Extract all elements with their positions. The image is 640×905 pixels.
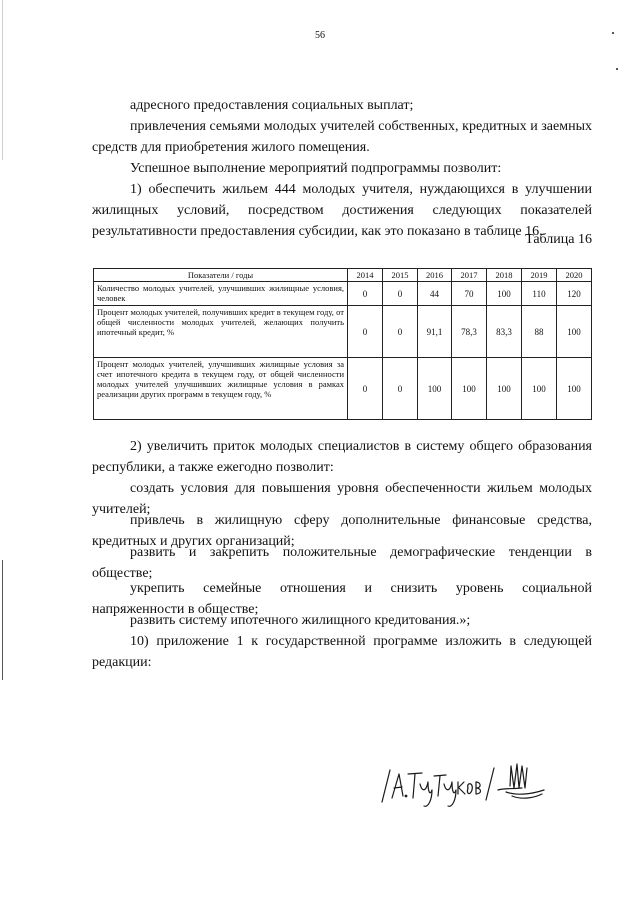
header-cell-year: 2020 xyxy=(557,269,592,282)
paragraph-appendix-amendment: 10) приложение 1 к государственной программе изложить в следующей редакции: xyxy=(92,634,592,670)
table-header-row xyxy=(94,269,592,282)
value-cell: 100 xyxy=(557,306,592,358)
value-cell: 0 xyxy=(383,306,418,358)
page-number: 56 xyxy=(315,30,325,41)
value-cell: 110 xyxy=(522,282,557,306)
value-cell: 0 xyxy=(348,282,383,306)
indicator-cell: Процент молодых учителей, улучшивших жилищные условия за счет ипотечного кредита в текущем году, от общей численности молодых учителей улучшивших жилищные условия в рамках реализации других программ в текущем году, % xyxy=(94,358,348,420)
header-cell-year: 2014 xyxy=(348,269,383,282)
table-row xyxy=(94,306,592,358)
value-cell: 100 xyxy=(557,358,592,420)
value-cell: 0 xyxy=(383,358,418,420)
paragraph-social-payments: адресного предоставления социальных выплат; xyxy=(130,98,414,113)
scan-speck xyxy=(612,32,614,34)
indicator-cell: Количество молодых учителей, улучшивших жилищные условия, человек xyxy=(94,282,348,306)
value-cell: 120 xyxy=(557,282,592,306)
scan-edge-line xyxy=(2,0,3,160)
value-cell: 100 xyxy=(418,358,452,420)
value-cell: 83,3 xyxy=(487,306,522,358)
scan-speck xyxy=(616,68,618,70)
value-cell: 100 xyxy=(487,282,522,306)
value-cell: 78,3 xyxy=(452,306,487,358)
indicators-table xyxy=(93,268,592,420)
table-row xyxy=(94,358,592,420)
paragraph-provide-housing: 1) обеспечить жильем 444 молодых учителя, нуждающихся в улучшении жилищных условий, посредством достижения следующих показателей результативности предоставления субсидии, как это показано в таблице 16. xyxy=(92,182,592,239)
value-cell: 0 xyxy=(348,358,383,420)
paragraph-successful-implementation: Успешное выполнение мероприятий подпрограммы позволит: xyxy=(130,161,502,176)
header-cell-indicators: Показатели / годы xyxy=(94,269,348,282)
value-cell: 44 xyxy=(418,282,452,306)
header-cell-year: 2015 xyxy=(383,269,418,282)
header-cell-year: 2019 xyxy=(522,269,557,282)
header-cell-year: 2017 xyxy=(452,269,487,282)
value-cell: 100 xyxy=(522,358,557,420)
paragraph-family-relations: укрепить семейные отношения и снизить уровень социальной напряженности в обществе; xyxy=(92,581,592,617)
table-row xyxy=(94,282,592,306)
value-cell: 0 xyxy=(383,282,418,306)
indicator-cell: Процент молодых учителей, получивших кредит в текущем году, от общей численности молодых учителей, желающих получить ипотечный кредит, % xyxy=(94,306,348,358)
value-cell: 100 xyxy=(487,358,522,420)
paragraph-demographic-trends: развить и закрепить положительные демографические тенденции в обществе; xyxy=(92,545,592,581)
scan-edge-line xyxy=(2,560,3,680)
paragraph-attract-specialists: 2) увеличить приток молодых специалистов в систему общего образования республики, а также ежегодно позволит: xyxy=(92,439,592,475)
paragraph-mortgage-system: развить систему ипотечного жилищного кредитования.»; xyxy=(130,613,471,628)
header-cell-year: 2018 xyxy=(487,269,522,282)
paragraph-attracting-funds: привлечения семьями молодых учителей собственных, кредитных и заемных средств для приобретения жилого помещения. xyxy=(92,119,592,155)
value-cell: 0 xyxy=(348,306,383,358)
value-cell: 88 xyxy=(522,306,557,358)
table-caption: Таблица 16 xyxy=(525,232,592,247)
paragraph-attract-financing: привлечь в жилищную сферу дополнительные финансовые средства, кредитных и других организаций; xyxy=(92,513,592,549)
handwritten-signature xyxy=(372,752,552,812)
value-cell: 91,1 xyxy=(418,306,452,358)
header-cell-year: 2016 xyxy=(418,269,452,282)
value-cell: 100 xyxy=(452,358,487,420)
paragraph-create-conditions: создать условия для повышения уровня обеспеченности жильем молодых учителей; xyxy=(92,481,592,517)
value-cell: 70 xyxy=(452,282,487,306)
